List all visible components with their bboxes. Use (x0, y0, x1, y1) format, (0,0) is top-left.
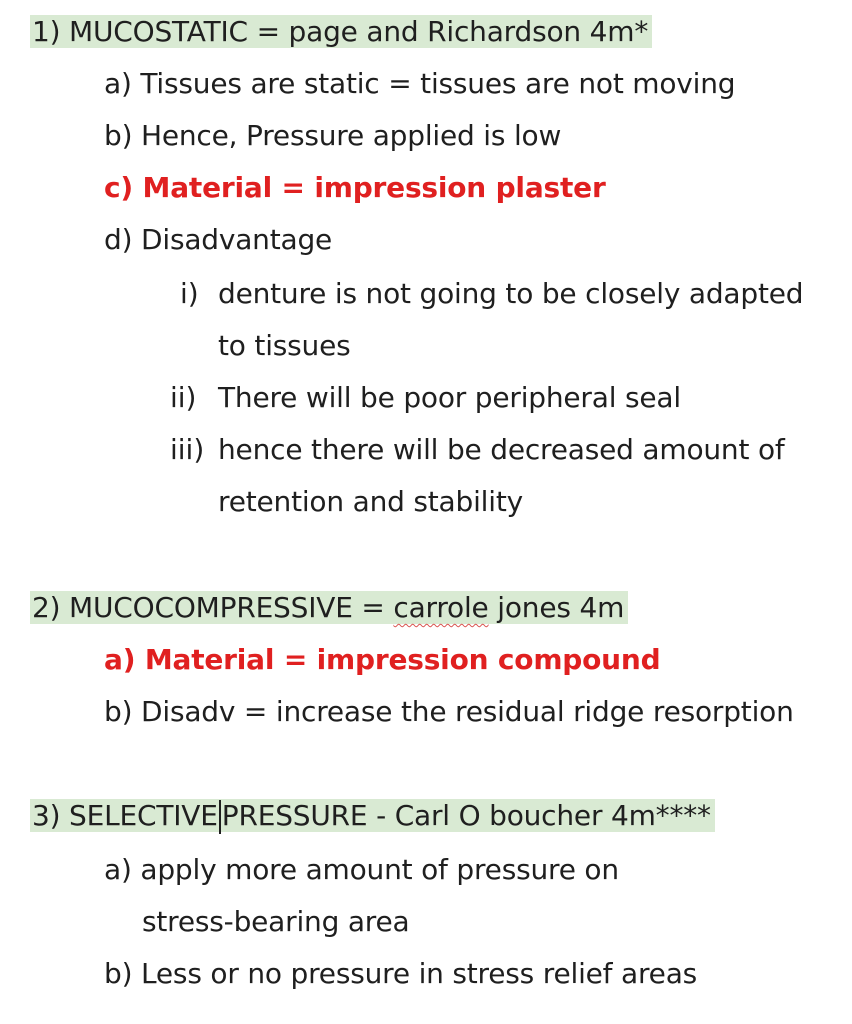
section2-heading (30, 591, 628, 624)
section1-item-a: a) Tissues are static = tissues are not moving (104, 67, 736, 100)
section1-item-c: c) Material = impression plaster (104, 171, 606, 204)
section2-heading-pre: 2) MUCOCOMPRESSIVE = (32, 591, 394, 624)
section3-item-b: b) Less or no pressure in stress relief areas (104, 957, 698, 990)
subitem-i-marker: i) (180, 277, 199, 310)
subitem-iii-line1: hence there will be decreased amount of (218, 433, 785, 466)
section3-heading-line (30, 796, 715, 836)
section1-heading: 1) MUCOSTATIC = page and Richardson 4m* (30, 15, 652, 48)
section2-item-a: a) Material = impression compound (104, 643, 661, 676)
subitem-iii-line2: retention and stability (218, 485, 523, 518)
subitem-ii-marker: ii) (170, 381, 197, 414)
misspelled-word: carrole (393, 591, 489, 624)
section3-item-a-line1: a) apply more amount of pressure on (104, 853, 619, 886)
subitem-ii-text: There will be poor peripheral seal (218, 381, 681, 414)
section2-heading-line (30, 588, 628, 628)
subitem-i-line1: denture is not going to be closely adapted (218, 277, 804, 310)
text-cursor[interactable] (219, 800, 221, 834)
section1-item-b: b) Hence, Pressure applied is low (104, 119, 562, 152)
section2-heading-post: jones 4m (488, 591, 625, 624)
subitem-iii-marker: iii) (170, 433, 205, 466)
section2-item-b: b) Disadv = increase the residual ridge resorption (104, 695, 794, 728)
subitem-i-line2: to tissues (218, 329, 351, 362)
section3-heading-post: PRESSURE - Carl O boucher 4m**** (221, 799, 711, 832)
section3-item-a-line2: stress-bearing area (142, 905, 410, 938)
section3-heading-pre: 3) SELECTIVE (32, 799, 218, 832)
section1-item-d: d) Disadvantage (104, 223, 333, 256)
section3-heading (30, 799, 715, 832)
section1-heading-line (30, 12, 652, 52)
